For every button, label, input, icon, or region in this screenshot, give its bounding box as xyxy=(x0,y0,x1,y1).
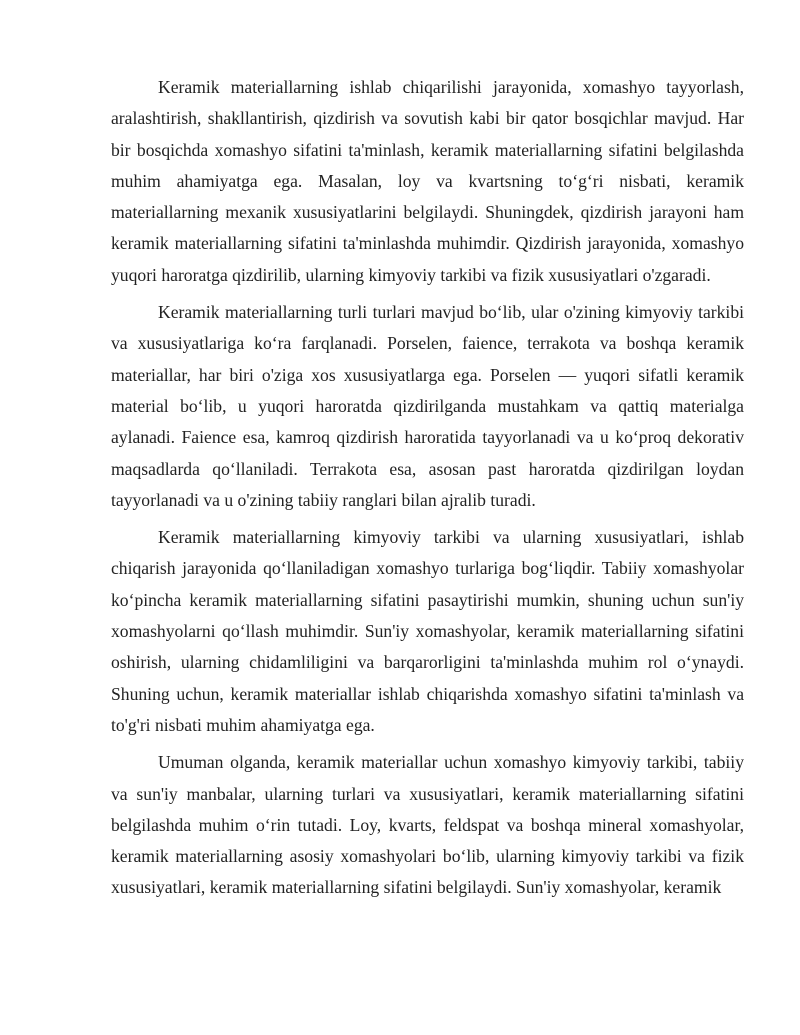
paragraph-raw-materials: Keramik materiallarning kimyoviy tarkibi va ularning xususiyatlari, ishlab chiqarish jarayonida qo‘llaniladigan xomashyo turlariga bog‘liqdir. Tabiiy xomashyolar ko‘pincha keramik materiallarning sifatini pasaytirishi mumkin, shuning uchun sun'iy xomashyolarni qo‘llash muhimdir. Sun'iy xomashyolar, keramik materiallarning sifatini oshirish, ularning chidamliligini va barqarorligini ta'minlashda muhim rol o‘ynaydi. Shuning uchun, keramik materiallar ishlab chiqarishda xomashyo sifatini ta'minlash va to'g'ri nisbati muhim ahamiyatga ega. xyxy=(111,527,744,735)
paragraph-conclusion: Umuman olganda, keramik materiallar uchun xomashyo kimyoviy tarkibi, tabiiy va sun'iy manbalar, ularning turlari va xususiyatlari, keramik materiallarning sifatini belgilashda muhim o‘rin tutadi. Loy, kvarts, feldspat va boshqa mineral xomashyolar, keramik materiallarning asosiy xomashyolari bo‘lib, ularning kimyoviy tarkibi va fizik xususiyatlari, keramik materiallarning sifatini belgilaydi. Sun'iy xomashyolar, keramik xyxy=(111,752,744,898)
paragraph-ceramic-types: Keramik materiallarning turli turlari mavjud bo‘lib, ular o'zining kimyoviy tarkibi va xususiyatlariga ko‘ra farqlanadi. Porselen, faience, terrakota va boshqa keramik materiallar, har biri o'ziga xos xususiyatlarga ega. Porselen — yuqori sifatli keramik material bo‘lib, u yuqori haroratda qizdirilganda mustahkam va qattiq materialga aylanadi. Faience esa, kamroq qizdirish haroratida tayyorlanadi va u ko‘proq dekorativ maqsadlarda qo‘llaniladi. Terrakota esa, asosan past haroratda qizdirilgan loydan tayyorlanadi va u o'zining tabiiy ranglari bilan ajralib turadi. xyxy=(111,302,744,510)
paragraph-production-stages: Keramik materiallarning ishlab chiqarilishi jarayonida, xomashyo tayyorlash, aralashtirish, shakllantirish, qizdirish va sovutish kabi bir qator bosqichlar mavjud. Har bir bosqichda xomashyo sifatini ta'minlash, keramik materiallarning sifatini belgilashda muhim ahamiyatga ega. Masalan, loy va kvartsning to‘g‘ri nisbati, keramik materiallarning mexanik xususiyatlarini belgilaydi. Shuningdek, qizdirish jarayoni ham keramik materiallarning sifatini ta'minlashda muhimdir. Qizdirish jarayonida, xomashyo yuqori haroratga qizdirilib, ularning kimyoviy tarkibi va fizik xususiyatlari o'zgaradi. xyxy=(111,77,744,285)
document-page xyxy=(111,72,744,910)
